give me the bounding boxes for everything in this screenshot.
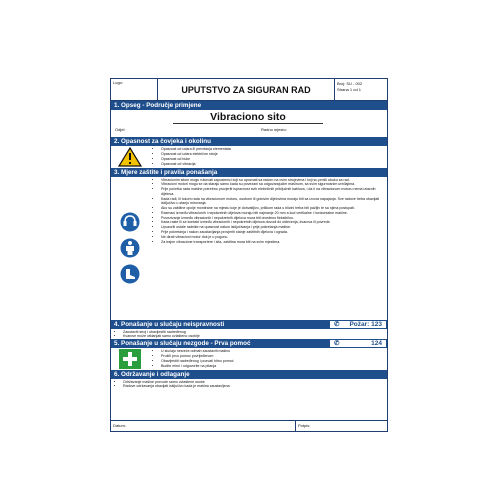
signature-footer (111, 420, 387, 431)
list-item: • Prije pokretanja i nakon zaustavljanja provjeriti stanje zaštitnih dijelova i ograda. (161, 230, 385, 234)
fire-phone-label: Požar: (349, 320, 370, 328)
section-5-title: 5. Ponašanje u slučaju nezgode - Prva pomoć (114, 340, 251, 348)
page-number: Strana 1 od 1 (337, 87, 362, 92)
safety-boots-icon (120, 264, 140, 284)
list-item: • Prije početka rada mašine potrebno provjeriti ispravnost svih električnih priključnih kablova, i da li na vibracionom motoru nema izlaznih dijelova. (161, 187, 385, 196)
protection-row (111, 177, 387, 320)
section-2-heading: 2. Opasnost za čovjeka i okolinu (111, 137, 387, 146)
document-meta (335, 79, 387, 100)
malfunction-list (111, 329, 387, 340)
section-6-heading: 6. Održavanje i odlaganje (111, 370, 387, 379)
list-item: • Održavanje mašine provode samo ovlaštene osobe (123, 380, 385, 384)
list-item: • Opasnost od udara ili prevrtanja elementata (161, 147, 385, 151)
workplace-label: Radno mjesto: (261, 127, 287, 132)
section-4-heading (111, 320, 387, 329)
safety-instruction-sheet (110, 78, 388, 432)
signature-field: Potpis: (298, 423, 311, 428)
logo-field: Logo: (111, 79, 158, 100)
document-title: UPUTSTVO ZA SIGURAN RAD (158, 79, 335, 100)
hazards-list (149, 146, 387, 168)
section-1-heading: 1. Opseg - Područje primjene (111, 101, 387, 110)
protective-clothing-icon (120, 238, 140, 258)
list-item: • Ako su zaštitne opcije montirane na mjestu koje je dohvatljivo, prilikom rada u blizini treba biti pažljiv te sa njima postupati. (161, 206, 385, 210)
ppe-icons (111, 177, 149, 320)
warning-triangle-icon (111, 146, 149, 168)
date-field: Datum: (111, 421, 296, 431)
list-item: • Za trajne vibracione transportere i sita, zaštitna mora biti na svim mjestima. (161, 240, 385, 244)
first-aid-row (111, 348, 387, 370)
section-4-title: 4. Ponašanje u slučaju neispravnosti (114, 320, 225, 328)
list-item: • Kvarove može otklanjati samo ovlašteno osoblje (123, 334, 385, 338)
first-aid-list (149, 348, 387, 370)
list-item: • Pružiti prvu pomoć povrijeđenom (161, 354, 385, 358)
list-item: • Budite mirni i odgovorite na pitanja (161, 364, 385, 368)
list-item: • Opasnost od buke (161, 157, 385, 161)
emergency-phone-box (329, 339, 387, 348)
ear-protection-icon (120, 212, 140, 232)
list-item: • Opasnost od udara električne struje (161, 152, 385, 156)
list-item: • Upozoriti ostale radnike na opasnost nakon isključivanja i prije pokretanja mašine. (161, 225, 385, 229)
list-item: • Kada radi, ili tokom rada na vibracionom motoru, osobom ili gotovim dijelovima moraju biti sa izvora napajanja. Sve radove treba obavljati isključivo u stanju mirovanja. (161, 197, 385, 206)
emergency-phone-number: 124 (371, 340, 382, 348)
first-aid-icon (111, 348, 149, 370)
list-item: • Radove održavanja obavljati isključivo kada je mašina zaustavljena (123, 384, 385, 388)
list-item: • Razmaci između vibracionih i nepokretnih dijelova moraju biti najmanje 20 mm a kod vertikalne i horizontalne mašine. (161, 211, 385, 215)
document-header (111, 79, 387, 101)
list-item: • Ne dirati vibracioni motor dok je u pogonu. (161, 235, 385, 239)
fire-phone-box (329, 320, 387, 329)
list-item: • Kada raste ili se kontakt između vibracionih i nepokretnih dijelova dovodi do oštećenja, kvarova ili povrede. (161, 220, 385, 224)
list-item: • Vibracionim sitom mogu rukovati zaposlenici koji su upoznati sa radom na ovim strojevima i koji su prošli obuku za rad. (161, 178, 385, 182)
section-3-heading: 3. Mjere zaštite i pravila ponašanja (111, 168, 387, 177)
document-number: Broj: SU - 002 (337, 81, 363, 86)
list-item: • Zaustaviti stroj i obavijestiti nadređenog (123, 330, 385, 334)
list-item: • Vibracioni motori mogu se da staraju samo kada su povezani sa odgovarajućim mašinom, sa svim sigurnosnim uređajima. (161, 182, 385, 186)
fire-phone (349, 321, 382, 328)
list-item: • Opasnost od vibracija (161, 162, 385, 166)
list-item: • Povezivanje između vibracionih i nepokretnih dijelova mora biti izvedeno fleksibilno. (161, 216, 385, 220)
list-item: • U slučaju nesreće odmah zaustaviti mašinu (161, 349, 385, 353)
section-5-heading (111, 339, 387, 348)
fire-phone-number: 123 (371, 320, 382, 328)
phone-icon: ✆ (334, 320, 340, 328)
phone-icon: ✆ (334, 340, 340, 348)
list-item: • Obavijestiti nadređenog i pozvati hitnu pomoć (161, 359, 385, 363)
scope-block (111, 110, 387, 137)
protection-list (149, 177, 387, 320)
maintenance-list (111, 379, 387, 390)
machine-name: Vibraciono sito (173, 111, 323, 124)
hazards-row (111, 146, 387, 168)
department-label: Odjel: (115, 127, 126, 132)
